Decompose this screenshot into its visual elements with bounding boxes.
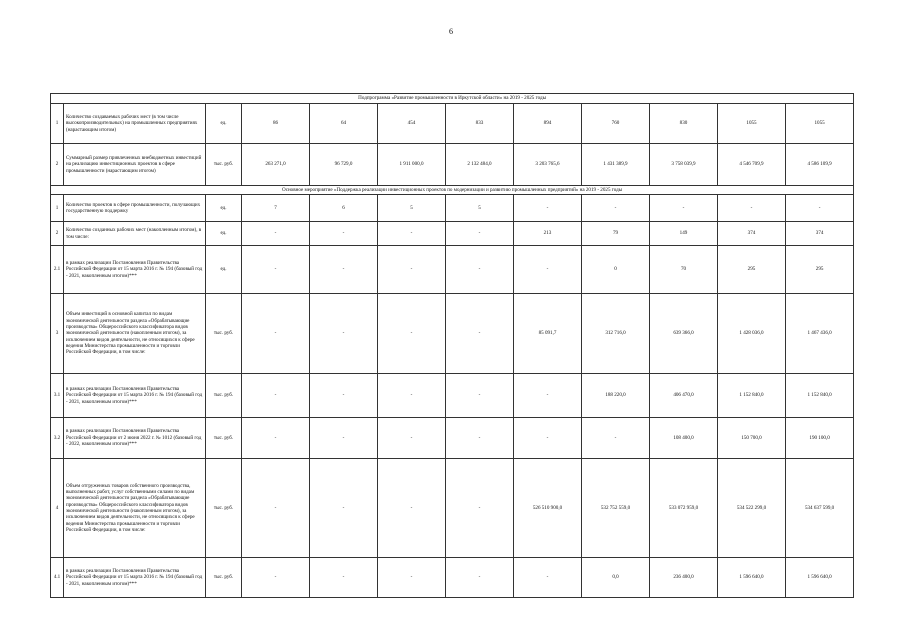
value-cell: - — [242, 294, 310, 374]
indicator-name: Количество созданных рабочих мест (накопленным итогом), в том числе: — [64, 222, 206, 246]
value-cell: - — [446, 374, 514, 418]
table-row — [51, 294, 854, 374]
value-cell: - — [242, 222, 310, 246]
unit: тыс. руб. — [206, 459, 242, 558]
value-cell: - — [514, 246, 582, 294]
value-cell: 830 — [650, 104, 718, 144]
value-cell: 295 — [718, 246, 786, 294]
value-cell: 150 700,0 — [718, 418, 786, 459]
value-cell: 1 596 640,0 — [718, 558, 786, 598]
unit: ед. — [206, 222, 242, 246]
value-cell: 533 072 959,0 — [650, 459, 718, 558]
value-cell: - — [310, 246, 378, 294]
value-cell: 374 — [786, 222, 854, 246]
row-number: 2 — [51, 144, 64, 186]
value-cell: - — [446, 294, 514, 374]
value-cell: 295 — [786, 246, 854, 294]
table-row — [51, 418, 854, 459]
value-cell: 894 — [514, 104, 582, 144]
value-cell: - — [514, 558, 582, 598]
value-cell: 639 366,0 — [650, 294, 718, 374]
row-number: 2 — [51, 222, 64, 246]
indicator-name: Количество проектов в сфере промышленности, получающих государственную поддержку — [64, 195, 206, 222]
value-cell: 1 431 389,9 — [582, 144, 650, 186]
value-cell: - — [378, 222, 446, 246]
main-event-title-row — [51, 186, 854, 195]
table-row — [51, 222, 854, 246]
value-cell: 2 132 484,0 — [446, 144, 514, 186]
value-cell: - — [310, 558, 378, 598]
value-cell: 5 — [378, 195, 446, 222]
value-cell: 1055 — [786, 104, 854, 144]
value-cell: 86 — [242, 104, 310, 144]
value-cell: 454 — [378, 104, 446, 144]
value-cell: 1 152 840,0 — [718, 374, 786, 418]
value-cell: 4 546 709,9 — [718, 144, 786, 186]
value-cell: - — [242, 459, 310, 558]
value-cell: 526 510 900,0 — [514, 459, 582, 558]
value-cell: - — [242, 558, 310, 598]
value-cell: 188 220,0 — [582, 374, 650, 418]
value-cell: 1 596 640,0 — [786, 558, 854, 598]
indicator-name: в рамках реализации Постановления Правительства Российской Федерации от 2 июня 2022 г. № 1012 (базовый год - 2022, накопленным итогом)*** — [64, 418, 206, 459]
value-cell: - — [378, 418, 446, 459]
value-cell: - — [310, 459, 378, 558]
value-cell: - — [378, 246, 446, 294]
value-cell: 64 — [310, 104, 378, 144]
unit: тыс. руб. — [206, 144, 242, 186]
value-cell: - — [242, 418, 310, 459]
value-cell: 760 — [582, 104, 650, 144]
value-cell: 3 758 039,9 — [650, 144, 718, 186]
unit: тыс. руб. — [206, 294, 242, 374]
value-cell: 70 — [650, 246, 718, 294]
table-row — [51, 246, 854, 294]
value-cell: - — [242, 246, 310, 294]
value-cell: - — [446, 418, 514, 459]
value-cell: - — [378, 374, 446, 418]
value-cell: 312 716,0 — [582, 294, 650, 374]
value-cell: 1 467 436,0 — [786, 294, 854, 374]
table-row — [51, 144, 854, 186]
value-cell: - — [446, 459, 514, 558]
value-cell: - — [446, 222, 514, 246]
value-cell: 532 752 559,0 — [582, 459, 650, 558]
value-cell: 0 — [582, 246, 650, 294]
page-number: 6 — [449, 27, 453, 36]
value-cell: 7 — [242, 195, 310, 222]
unit: тыс. руб. — [206, 374, 242, 418]
value-cell: - — [650, 195, 718, 222]
value-cell: 213 — [514, 222, 582, 246]
value-cell: - — [582, 418, 650, 459]
value-cell: 3 203 765,6 — [514, 144, 582, 186]
indicator-name: Объем отгруженных товаров собственного производства, выполненных работ, услуг собственными силами по видам экономической деятельности раздела «Обрабатывающие производства» Общероссийского классификатора видов экономической деятельности (накопленным итогом), за исключением видов деятельности, не относящихся к сфере ведения Министерства промышленности и торговли Российской Федерации, в том числе: — [64, 459, 206, 558]
value-cell: 5 — [446, 195, 514, 222]
main-event-title: Основное мероприятие «Поддержка реализации инвестиционных проектов по модернизации и развитию промышленных предприятий» на 2019 - 2025 годы — [51, 186, 854, 195]
indicator-name: Объем инвестиций в основной капитал по видам экономической деятельности раздела «Обрабатывающие производства» Общероссийского классификатора видов экономической деятельности (накопленным итогом), за исключением видов деятельности, не относящихся к сфере ведения Министерства промышленности и торговли Российской Федерации, в том числе: — [64, 294, 206, 374]
value-cell: - — [378, 558, 446, 598]
value-cell: - — [242, 374, 310, 418]
table-row — [51, 195, 854, 222]
value-cell: - — [310, 222, 378, 246]
value-cell: - — [378, 294, 446, 374]
value-cell: 149 — [650, 222, 718, 246]
row-number: 1 — [51, 104, 64, 144]
row-number: 4.1 — [51, 558, 64, 598]
unit: тыс. руб. — [206, 558, 242, 598]
value-cell: 263 271,0 — [242, 144, 310, 186]
table-row — [51, 104, 854, 144]
row-number: 3.2 — [51, 418, 64, 459]
value-cell: 406 470,0 — [650, 374, 718, 418]
row-number: 3 — [51, 294, 64, 374]
row-number: 1 — [51, 195, 64, 222]
indicator-name: в рамках реализации Постановления Правительства Российской Федерации от 15 марта 2016 г. № 194 (базовый год - 2021, накопленным итогом)*** — [64, 374, 206, 418]
value-cell: 0,0 — [582, 558, 650, 598]
indicators-table — [50, 93, 854, 598]
subprogram-title: Подпрограмма «Развитие промышленности в Иркутской области» на 2019 - 2025 годы — [51, 94, 854, 104]
subprogram-title-row — [51, 94, 854, 104]
value-cell: - — [718, 195, 786, 222]
value-cell: 1055 — [718, 104, 786, 144]
indicator-name: в рамках реализации Постановления Правительства Российской Федерации от 15 марта 2016 г. № 194 (базовый год - 2021, накопленным итогом)*** — [64, 246, 206, 294]
indicator-name: Суммарный размер привлеченных внебюджетных инвестиций на реализацию инвестиционных проектов в сфере промышленности (нарастающим итогом) — [64, 144, 206, 186]
value-cell: - — [446, 246, 514, 294]
value-cell: 1 428 036,0 — [718, 294, 786, 374]
unit: ед. — [206, 195, 242, 222]
value-cell: - — [310, 418, 378, 459]
row-number: 3.1 — [51, 374, 64, 418]
value-cell: 85 091,7 — [514, 294, 582, 374]
value-cell: 190 100,0 — [786, 418, 854, 459]
unit: тыс. руб. — [206, 418, 242, 459]
value-cell: - — [310, 374, 378, 418]
table-row — [51, 459, 854, 558]
value-cell: 534 522 299,0 — [718, 459, 786, 558]
value-cell: 374 — [718, 222, 786, 246]
table-row — [51, 374, 854, 418]
value-cell: 96 729,0 — [310, 144, 378, 186]
row-number: 2.1 — [51, 246, 64, 294]
value-cell: 1 152 840,0 — [786, 374, 854, 418]
value-cell: - — [786, 195, 854, 222]
unit: ед. — [206, 246, 242, 294]
value-cell: 4 586 109,9 — [786, 144, 854, 186]
value-cell: - — [582, 195, 650, 222]
value-cell: - — [514, 374, 582, 418]
value-cell: 1 911 000,0 — [378, 144, 446, 186]
value-cell: - — [310, 294, 378, 374]
value-cell: - — [446, 558, 514, 598]
row-number: 4 — [51, 459, 64, 558]
value-cell: 79 — [582, 222, 650, 246]
unit: ед. — [206, 104, 242, 144]
value-cell: 236 400,0 — [650, 558, 718, 598]
value-cell: - — [514, 418, 582, 459]
value-cell: 108 400,0 — [650, 418, 718, 459]
table-row — [51, 558, 854, 598]
value-cell: 6 — [310, 195, 378, 222]
indicator-name: Количество создаваемых рабочих мест (в том числе высокопроизводительных) на промышленных предприятиях (нарастающим итогом) — [64, 104, 206, 144]
value-cell: 833 — [446, 104, 514, 144]
value-cell: - — [514, 195, 582, 222]
value-cell: 534 637 599,0 — [786, 459, 854, 558]
indicator-name: в рамках реализации Постановления Правительства Российской Федерации от 15 марта 2016 г. № 194 (базовый год - 2021, накопленным итогом)*** — [64, 558, 206, 598]
value-cell: - — [378, 459, 446, 558]
